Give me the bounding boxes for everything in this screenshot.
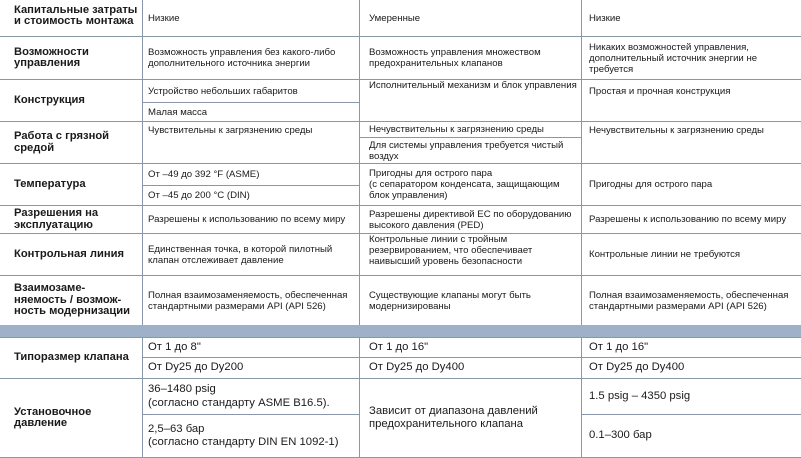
table-cell: Контрольные линии с тройным резервированием, что обеспечивает наивысший уровень безопасности — [369, 234, 533, 267]
column-divider — [359, 337, 360, 458]
row-header: Температура — [14, 177, 86, 190]
row-header: Установочное давление — [14, 405, 92, 429]
table-cell: Зависит от диапазона давлений предохранительного клапана — [369, 404, 538, 430]
table-cell: От 1 до 16" — [589, 340, 649, 353]
table-cell: Полная взаимозаменяемость, обеспеченная стандартными размерами API (API 526) — [148, 289, 348, 312]
table-cell: Низкие — [589, 12, 621, 24]
table-cell: Разрешены к использованию по всему миру — [589, 214, 787, 225]
table-cell: Малая масса — [148, 106, 208, 118]
table-cell: Исполнительный механизм и блок управления — [369, 80, 577, 91]
row-header: Конструкция — [14, 93, 85, 106]
row-header: Контрольная линия — [14, 247, 125, 260]
table-cell: 1.5 psig – 4350 psig — [589, 389, 691, 402]
column-divider — [359, 0, 360, 325]
table-cell: От 1 до 8" — [148, 340, 201, 353]
table-cell: Для системы управления требуется чистый воздух — [369, 139, 564, 162]
table-cell: От –45 до 200 °C (DIN) — [148, 190, 250, 201]
table-cell: Возможность управления множеством предохранительных клапанов — [369, 47, 541, 69]
table-cell: Разрешены к использованию по всему миру — [148, 214, 346, 225]
table-cell: Пригодны для острого пара (с сепаратором конденсата, защищающим блок управления) — [369, 168, 560, 201]
table-cell: Возможность управления без какого-либо дополнительного источника энергии — [148, 47, 336, 69]
table-cell: От Dy25 до Dy400 — [589, 361, 685, 374]
table-cell: Разрешены директивой ЕС по оборудованию высокого давления (PED) — [369, 208, 572, 231]
table-cell: Существующие клапаны могут быть модернизированы — [369, 289, 531, 312]
table-cell: От –49 до 392 °F (ASME) — [148, 169, 260, 180]
table-cell: 0.1–300 бар — [589, 429, 652, 442]
row-header: Работа с грязной средой — [14, 130, 110, 154]
table-cell: Устройство небольших габаритов — [148, 85, 298, 97]
table-cell: Простая и прочная конструкция — [589, 85, 731, 97]
column-divider — [142, 0, 143, 325]
table-cell: Никаких возможностей управления, дополнительный источник энергии не требуется — [589, 41, 758, 75]
section-separator-band — [0, 325, 801, 337]
column-divider — [581, 337, 582, 458]
table-cell: Нечувствительны к загрязнению среды — [589, 124, 764, 136]
table-cell: Низкие — [148, 12, 180, 24]
row-header: Типоразмер клапана — [14, 351, 129, 364]
row-header: Разрешения на эксплуатацию — [14, 207, 99, 231]
table-cell: Полная взаимозаменяемость, обеспеченная стандартными размерами API (API 526) — [589, 289, 789, 312]
table-cell: От 1 до 16" — [369, 340, 429, 353]
table-cell: Чувствительны к загрязнению среды — [148, 124, 313, 136]
table-cell: 2,5–63 бар (согласно стандарту DIN EN 1092-1) — [148, 422, 339, 448]
table-cell: Единственная точка, в которой пилотный клапан отслеживает давление — [148, 243, 333, 266]
table-cell: 36–1480 psig (согласно стандарту ASME B16.5). — [148, 383, 330, 409]
table-cell: Пригодны для острого пара — [589, 179, 713, 190]
table-cell: От Dy25 до Dy200 — [148, 361, 244, 374]
row-header: Взаимозаме- няемость / возмож- ность модернизации — [14, 282, 131, 318]
table-cell: От Dy25 до Dy400 — [369, 361, 465, 374]
table-cell: Контрольные линии не требуются — [589, 249, 741, 260]
row-header: Капитальные затраты и стоимость монтажа — [14, 3, 138, 27]
table-cell: Нечувствительны к загрязнению среды — [369, 124, 544, 135]
column-divider — [581, 0, 582, 325]
column-divider — [142, 337, 143, 458]
row-header: Возможности управления — [14, 45, 89, 69]
table-cell: Умеренные — [369, 12, 421, 24]
